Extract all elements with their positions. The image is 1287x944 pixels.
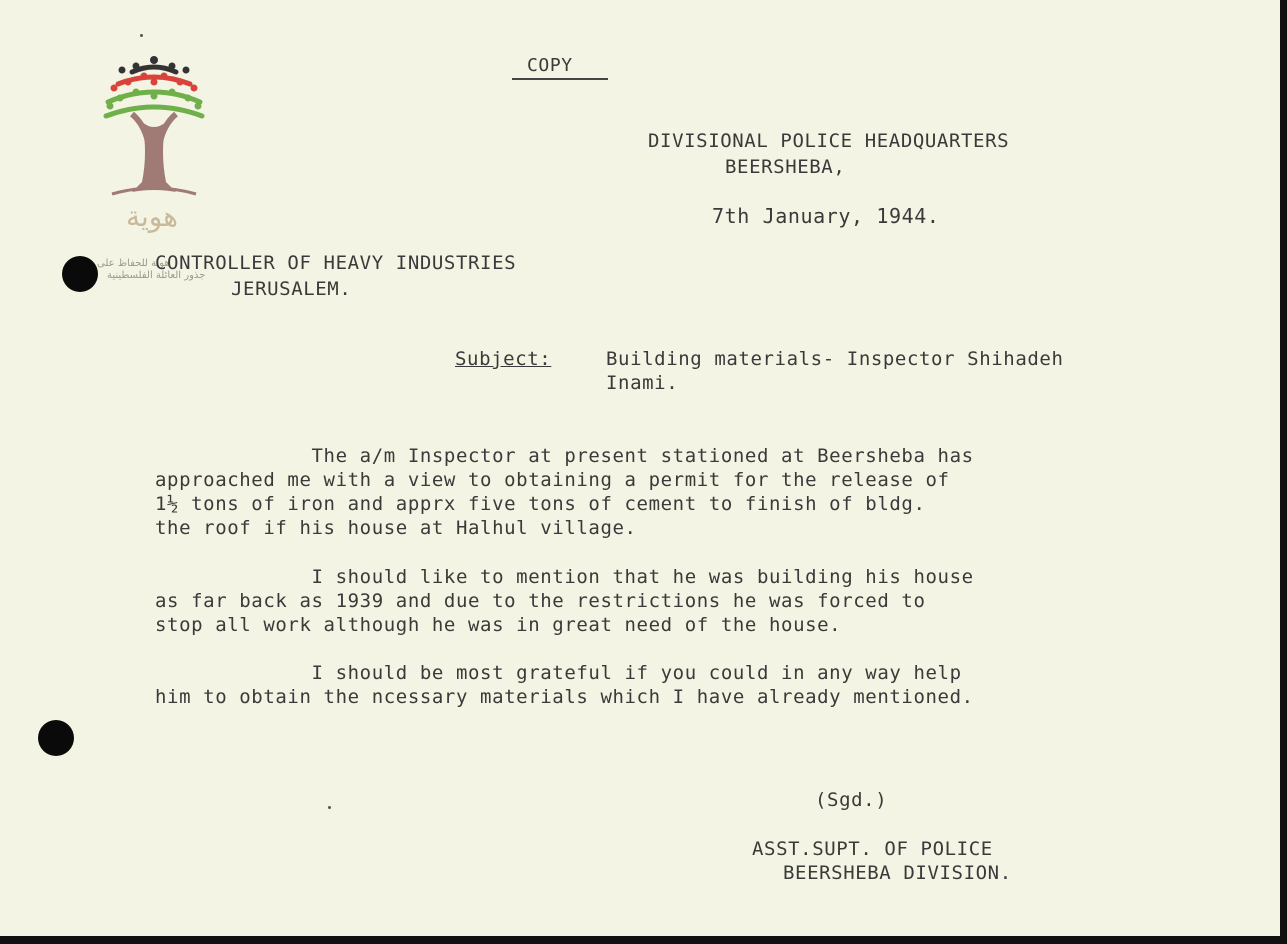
recipient-line-1: CONTROLLER OF HEAVY INDUSTRIES (155, 252, 517, 274)
speck (328, 806, 331, 809)
body-line: him to obtain the ncessary materials which I have already mentioned. (155, 686, 974, 708)
body-line: I should like to mention that he was building his house (155, 566, 974, 588)
body-line: the roof if his house at Halhul village. (155, 517, 637, 539)
subject-label: Subject: (455, 348, 552, 370)
sender-line-2: BEERSHEBA, (725, 156, 846, 178)
scan-edge-right (1280, 0, 1287, 944)
logo-tagline-2: جذور العائلة الفلسطينية (107, 270, 206, 281)
body-line: 1½ tons of iron and apprx five tons of cement to finish of bldg. (155, 493, 926, 515)
punch-hole-top (62, 256, 98, 292)
scan-edge-bottom (0, 936, 1287, 944)
letter-date: 7th January, 1944. (712, 204, 940, 228)
signed-mark: (Sgd.) (815, 789, 888, 811)
body-line: as far back as 1939 and due to the restrictions he was forced to (155, 590, 926, 612)
heritage-logo (92, 52, 216, 284)
subject-line-1: Building materials- Inspector Shihadeh (606, 348, 1064, 370)
punch-hole-bottom (38, 720, 74, 756)
speck (140, 34, 143, 37)
body-line: I should be most grateful if you could in any way help (155, 662, 962, 684)
signature-line-1: ASST.SUPT. OF POLICE (752, 838, 993, 860)
body-line: stop all work although he was in great need of the house. (155, 614, 842, 636)
subject-line-2: Inami. (606, 372, 679, 394)
recipient-line-2: JERUSALEM. (231, 278, 352, 300)
signature-line-2: BEERSHEBA DIVISION. (783, 862, 1012, 884)
logo-word: هوية (126, 200, 179, 233)
body-line: The a/m Inspector at present stationed at Beersheba has (155, 445, 974, 467)
sender-line-1: DIVISIONAL POLICE HEADQUARTERS (648, 130, 1010, 152)
copy-underline (512, 78, 608, 80)
logo-tagline-1: هوية للحفاظ على (97, 258, 170, 269)
body-line: approached me with a view to obtaining a permit for the release of (155, 469, 950, 491)
copy-label: COPY (527, 55, 573, 76)
